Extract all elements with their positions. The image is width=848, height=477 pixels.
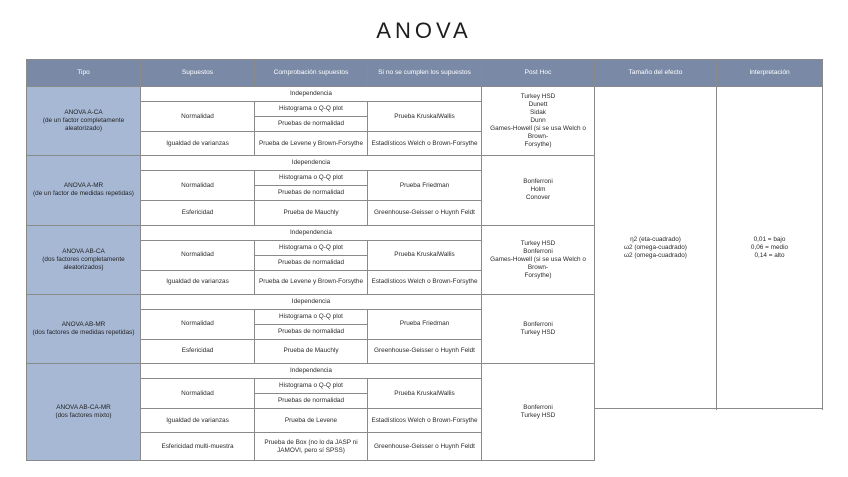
independence-cell: Independencia: [141, 87, 482, 102]
check-histogram: Histograma o Q-Q plot: [255, 379, 368, 394]
check-cell: Prueba de Mauchly: [255, 201, 368, 225]
posthoc-item: Games-Howell (si se usa Welch o Brown-: [490, 255, 586, 271]
posthoc-cell: [482, 87, 595, 156]
tipo-name: ANOVA A-CA: [64, 109, 103, 117]
check-histogram: Histograma o Q-Q plot: [255, 240, 368, 255]
fix-cell: Greenhouse-Geisser o Huynh Feldt: [368, 433, 482, 461]
check-cell: [255, 433, 368, 461]
check-histogram: Histograma o Q-Q plot: [255, 171, 368, 186]
normality-cell: Normalidad: [141, 379, 255, 409]
anova-table: [26, 59, 823, 461]
tipo-name: ANOVA AB-CA-MR: [56, 404, 111, 412]
posthoc-cell: [482, 364, 595, 461]
posthoc-item: Conover: [525, 194, 551, 202]
posthoc-item: Turkey HSD: [520, 412, 556, 420]
posthoc-item: Forsythe): [524, 271, 552, 279]
posthoc-item: Turkey HSD: [520, 93, 556, 101]
tipo-desc: (de un factor de medidas repetidas): [33, 190, 134, 198]
fix-normality: Prueba KruskalWallis: [368, 102, 482, 132]
posthoc-cell: [482, 225, 595, 294]
tipo-name: ANOVA A-MR: [63, 182, 104, 190]
check-normality-tests: Pruebas de normalidad: [255, 394, 368, 409]
fix-cell: Greenhouse-Geisser o Huynh Feldt: [368, 201, 482, 225]
table-row: [27, 87, 823, 102]
check-normality-tests: Pruebas de normalidad: [255, 117, 368, 132]
header-row: [27, 60, 823, 87]
fix-cell: Estadísticos Welch o Brown-Forsythe: [368, 270, 482, 294]
effect-size-item: η2 (eta-cuadrado): [630, 235, 681, 243]
tipo-cell: [27, 225, 141, 294]
check-histogram: Histograma o Q-Q plot: [255, 102, 368, 117]
effect-size-item: ω2 (omega-cuadrado): [624, 251, 687, 259]
normality-cell: Normalidad: [141, 102, 255, 132]
fix-normality: Prueba KruskalWallis: [368, 379, 482, 409]
check-line: JAMOVI, pero sí SPSS): [277, 446, 345, 454]
effect-size-cell: [595, 87, 717, 409]
check-cell: Prueba de Levene: [255, 409, 368, 433]
tipo-cell: [27, 294, 141, 363]
check-cell: Prueba de Levene y Brown-Forsythe: [255, 270, 368, 294]
interpretation-item: 0,14 = alto: [754, 251, 785, 259]
page-title: ANOVA: [376, 18, 472, 43]
posthoc-item: Turkey HSD: [520, 239, 556, 247]
posthoc-item: Dunn: [530, 117, 546, 125]
posthoc-item: Bonferroni: [523, 320, 553, 328]
check-normality-tests: Pruebas de normalidad: [255, 186, 368, 201]
check-cell: Prueba de Levene y Brown-Forsythe: [255, 132, 368, 156]
posthoc-item: Sidak: [530, 109, 546, 117]
interpretation-cell: [717, 87, 823, 409]
posthoc-item: Bonferroni: [523, 247, 553, 255]
normality-cell: Normalidad: [141, 240, 255, 270]
interpretation-item: 0,01 = bajo: [753, 235, 786, 243]
assumption-cell: Esfericidad: [141, 201, 255, 225]
independence-cell: Idependencia: [141, 156, 482, 171]
fix-normality: Prueba Friedman: [368, 309, 482, 339]
interpretation-item: 0,06 = medio: [750, 243, 789, 251]
tipo-desc: (dos factores completamente: [42, 255, 125, 263]
posthoc-item: Forsythe): [524, 141, 552, 149]
check-line: Prueba de Box (no lo da JASP ni: [264, 438, 358, 446]
independence-cell: Idependencia: [141, 294, 482, 309]
assumption-cell: Igualdad de varianzas: [141, 409, 255, 433]
header-supuestos: Supuestos: [141, 60, 255, 87]
tipo-cell: [27, 364, 141, 461]
tipo-cell: [27, 87, 141, 156]
fix-normality: Prueba KruskalWallis: [368, 240, 482, 270]
fix-cell: Estadísticos Welch o Brown-Forsythe: [368, 409, 482, 433]
posthoc-item: Holm: [530, 186, 546, 194]
assumption-cell: Igualdad de varianzas: [141, 270, 255, 294]
fix-cell: Estadísticos Welch o Brown-Forsythe: [368, 132, 482, 156]
tipo-cell: [27, 156, 141, 225]
posthoc-item: Dunett: [528, 101, 548, 109]
assumption-cell: Esfericidad multi-muestra: [141, 433, 255, 461]
header-interpretacion: Interpretación: [717, 60, 823, 87]
assumption-cell: Igualdad de varianzas: [141, 132, 255, 156]
posthoc-item: Games-Howell (si se usa Welch o Brown-: [490, 125, 586, 141]
effect-size-item: ω2 (omega-cuadrado): [624, 243, 687, 251]
normality-cell: Normalidad: [141, 309, 255, 339]
check-histogram: Histograma o Q-Q plot: [255, 309, 368, 324]
check-normality-tests: Pruebas de normalidad: [255, 324, 368, 339]
header-comprobacion: Comprobación supuestos: [255, 60, 368, 87]
check-cell: Prueba de Mauchly: [255, 339, 368, 363]
header-post-hoc: Post Hoc: [482, 60, 595, 87]
fix-cell: Greenhouse-Geisser o Huynh Feldt: [368, 339, 482, 363]
posthoc-item: Bonferroni: [523, 178, 553, 186]
fix-normality: Prueba Friedman: [368, 171, 482, 201]
tipo-desc: (de un factor completamente: [42, 117, 125, 125]
tipo-name: ANOVA AB-CA: [62, 247, 105, 255]
independence-cell: Independencia: [141, 364, 482, 379]
tipo-desc: (dos factores de medidas repetidas): [32, 328, 135, 336]
independence-cell: Independencia: [141, 225, 482, 240]
header-no-cumplen: Si no se cumplen los supuestos: [368, 60, 482, 87]
tipo-name: ANOVA AB-MR: [61, 320, 106, 328]
tipo-desc: (dos factores mixto): [55, 412, 112, 420]
normality-cell: Normalidad: [141, 171, 255, 201]
posthoc-item: Bonferroni: [523, 404, 553, 412]
tipo-desc: aleatorizado): [65, 125, 102, 133]
posthoc-cell: [482, 294, 595, 363]
tipo-desc: aleatorizados): [63, 263, 104, 271]
header-tamano-efecto: Tamaño del efecto: [595, 60, 717, 87]
posthoc-item: Turkey HSD: [520, 328, 556, 336]
header-tipo: Tipo: [27, 60, 141, 87]
assumption-cell: Esfericidad: [141, 339, 255, 363]
posthoc-cell: [482, 156, 595, 225]
check-normality-tests: Pruebas de normalidad: [255, 255, 368, 270]
